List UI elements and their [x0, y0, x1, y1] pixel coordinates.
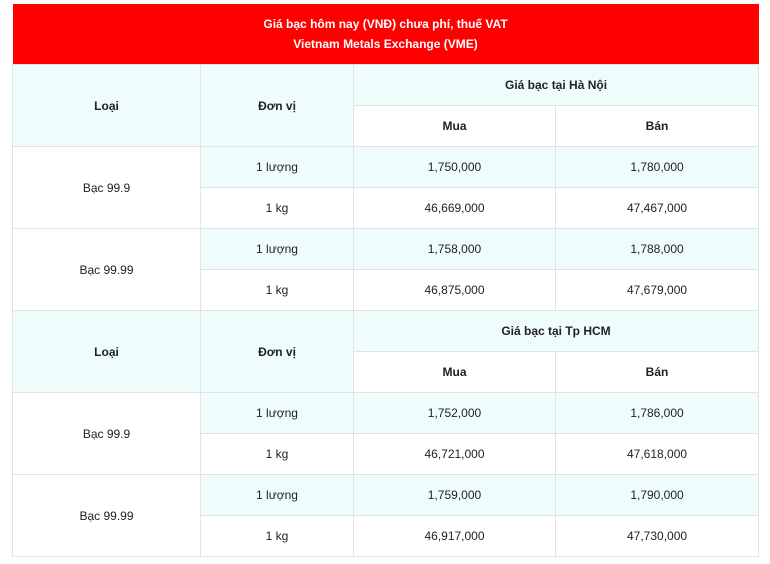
- silver-type-cell: Bạc 99.99: [13, 229, 201, 311]
- column-header-type: Loại: [13, 65, 201, 147]
- buy-price-cell: 46,721,000: [354, 434, 556, 475]
- sell-price-cell: 1,790,000: [556, 475, 759, 516]
- sell-price-cell: 47,679,000: [556, 270, 759, 311]
- unit-cell: 1 kg: [201, 516, 354, 557]
- title-line-2: Vietnam Metals Exchange (VME): [293, 37, 478, 51]
- sell-price-cell: 1,786,000: [556, 393, 759, 434]
- table-title: [13, 4, 759, 65]
- region-header-hcm: Giá bạc tại Tp HCM: [354, 311, 759, 352]
- column-header-unit: Đơn vị: [201, 65, 354, 147]
- column-header-buy: Mua: [354, 106, 556, 147]
- unit-cell: 1 lượng: [201, 147, 354, 188]
- buy-price-cell: 1,750,000: [354, 147, 556, 188]
- buy-price-cell: 1,758,000: [354, 229, 556, 270]
- table-row: [13, 147, 759, 188]
- unit-cell: 1 lượng: [201, 393, 354, 434]
- column-header-type: Loại: [13, 311, 201, 393]
- buy-price-cell: 46,669,000: [354, 188, 556, 229]
- section-header-row: [13, 65, 759, 106]
- silver-type-cell: Bạc 99.9: [13, 393, 201, 475]
- silver-type-cell: Bạc 99.99: [13, 475, 201, 557]
- table-row: [13, 229, 759, 270]
- unit-cell: 1 lượng: [201, 475, 354, 516]
- buy-price-cell: 1,759,000: [354, 475, 556, 516]
- column-header-sell: Bán: [556, 352, 759, 393]
- column-header-unit: Đơn vị: [201, 311, 354, 393]
- title-line-1: Giá bạc hôm nay (VNĐ) chưa phí, thuế VAT: [263, 17, 508, 31]
- region-header-hanoi: Giá bạc tại Hà Nội: [354, 65, 759, 106]
- unit-cell: 1 lượng: [201, 229, 354, 270]
- table-row: [13, 475, 759, 516]
- buy-price-cell: 46,875,000: [354, 270, 556, 311]
- sell-price-cell: 47,467,000: [556, 188, 759, 229]
- unit-cell: 1 kg: [201, 434, 354, 475]
- silver-price-table: [12, 4, 759, 557]
- column-header-buy: Mua: [354, 352, 556, 393]
- silver-price-table-container: [12, 4, 758, 557]
- sell-price-cell: 1,788,000: [556, 229, 759, 270]
- buy-price-cell: 1,752,000: [354, 393, 556, 434]
- unit-cell: 1 kg: [201, 188, 354, 229]
- sell-price-cell: 47,730,000: [556, 516, 759, 557]
- table-row: [13, 393, 759, 434]
- unit-cell: 1 kg: [201, 270, 354, 311]
- section-header-row: [13, 311, 759, 352]
- buy-price-cell: 46,917,000: [354, 516, 556, 557]
- sell-price-cell: 1,780,000: [556, 147, 759, 188]
- table-title-row: [13, 4, 759, 65]
- column-header-sell: Bán: [556, 106, 759, 147]
- silver-type-cell: Bạc 99.9: [13, 147, 201, 229]
- sell-price-cell: 47,618,000: [556, 434, 759, 475]
